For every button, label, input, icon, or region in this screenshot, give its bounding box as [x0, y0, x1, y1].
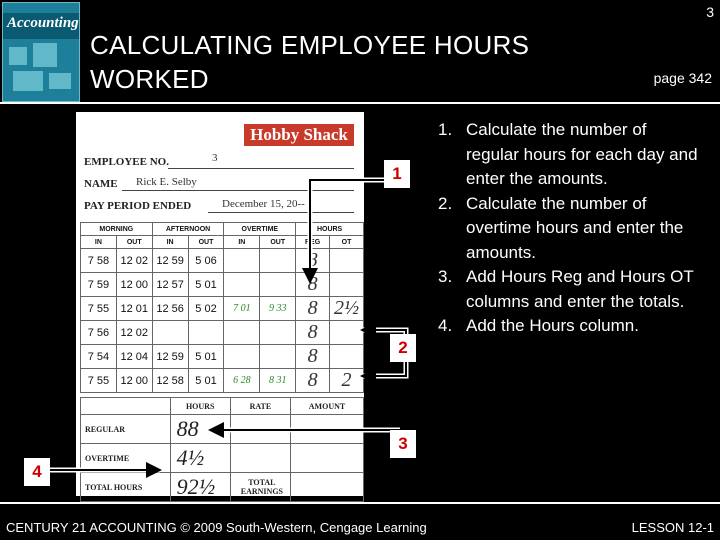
- time-cell-in1: 7 59: [81, 273, 117, 297]
- employee-no-label: EMPLOYEE NO.: [84, 156, 169, 168]
- time-cell-out3: 9 33: [260, 297, 296, 321]
- time-cell-reg: 8: [296, 297, 330, 321]
- period-value: December 15, 20--: [222, 198, 305, 210]
- time-cell-out2: 5 01: [188, 273, 224, 297]
- col-header: IN: [152, 236, 188, 249]
- time-cell-out1: 12 00: [116, 273, 152, 297]
- time-cell-in1: 7 55: [81, 297, 117, 321]
- time-cell-in1: 7 54: [81, 345, 117, 369]
- total-earnings-label: TOTAL EARNINGS: [230, 473, 290, 502]
- time-cell-out2: 5 01: [188, 369, 224, 393]
- time-cell-in3: 6 28: [224, 369, 260, 393]
- totals-amount-header: AMOUNT: [291, 398, 364, 415]
- time-cell-in2: 12 56: [152, 297, 188, 321]
- time-cell-in2: 12 59: [152, 249, 188, 273]
- time-cell-out2: 5 01: [188, 345, 224, 369]
- time-cell-reg: 8: [296, 345, 330, 369]
- time-cell-in2: 12 57: [152, 273, 188, 297]
- step-item: 2. Calculate the number of overtime hours and enter the amounts.: [438, 193, 684, 262]
- step-item: 4. Add the Hours column.: [438, 316, 639, 335]
- morning-header: MORNING: [81, 223, 153, 236]
- time-cell-reg: 8: [296, 249, 330, 273]
- col-header: IN: [81, 236, 117, 249]
- col-header: OUT: [188, 236, 224, 249]
- regular-hours-value: 88: [170, 415, 230, 444]
- callout-1-badge: 1: [384, 160, 410, 188]
- col-header: IN: [224, 236, 260, 249]
- time-cell-out2: 5 06: [188, 249, 224, 273]
- time-cell-ot: 2: [330, 369, 364, 393]
- afternoon-header: AFTERNOON: [152, 223, 224, 236]
- slide-title-line1: CALCULATING EMPLOYEE HOURS: [90, 30, 530, 60]
- slide-title-line2: WORKED: [90, 64, 209, 94]
- time-cell-reg: 8: [296, 369, 330, 393]
- time-cell-out3: 8 31: [260, 369, 296, 393]
- total-hours-label: TOTAL HOURS: [81, 473, 171, 502]
- callout-4-badge: 4: [24, 458, 50, 486]
- time-cell-out1: 12 00: [116, 369, 152, 393]
- book-title: Accounting: [7, 15, 79, 31]
- employee-no-value: 3: [212, 152, 218, 164]
- period-label: PAY PERIOD ENDED: [84, 200, 192, 212]
- time-cell-reg: 8: [296, 321, 330, 345]
- time-cell-in3: 7 01: [224, 297, 260, 321]
- time-cell-in2: 12 59: [152, 345, 188, 369]
- col-header: REG: [296, 236, 330, 249]
- time-cell-out2: 5 02: [188, 297, 224, 321]
- time-cell-out1: 12 04: [116, 345, 152, 369]
- overtime-hours-value: 4½: [170, 444, 230, 473]
- time-cell-out1: 12 02: [116, 249, 152, 273]
- callout-2-badge: 2: [390, 334, 416, 362]
- totals-rate-header: RATE: [230, 398, 290, 415]
- step-item: 3. Add Hours Reg and Hours OT columns and enter the totals.: [438, 267, 694, 311]
- total-hours-value: 92½: [170, 473, 230, 502]
- step-item: 1. Calculate the number of regular hours for each day and enter the amounts.: [438, 120, 698, 188]
- time-cell-out1: 12 02: [116, 321, 152, 345]
- slide-number: 3: [706, 4, 714, 20]
- instruction-steps: [432, 118, 702, 339]
- time-cell-out1: 12 01: [116, 297, 152, 321]
- hours-header: HOURS: [296, 223, 364, 236]
- overtime-label: OVERTIME: [81, 444, 171, 473]
- footer-copyright: CENTURY 21 ACCOUNTING © 2009 South-Western, Cengage Learning: [6, 520, 427, 535]
- name-label: NAME: [84, 178, 118, 190]
- col-header: OUT: [116, 236, 152, 249]
- time-cell-in1: 7 55: [81, 369, 117, 393]
- arrow-1: [310, 180, 396, 282]
- time-cell-ot: 2½: [330, 297, 364, 321]
- totals-hours-header: HOURS: [170, 398, 230, 415]
- regular-label: REGULAR: [81, 415, 171, 444]
- col-header: OT: [330, 236, 364, 249]
- time-cell-in2: 12 58: [152, 369, 188, 393]
- time-cell-in1: 7 56: [81, 321, 117, 345]
- time-cell-reg: 8: [296, 273, 330, 297]
- time-cell-in1: 7 58: [81, 249, 117, 273]
- footer-lesson: LESSON 12-1: [631, 520, 714, 535]
- callout-3-badge: 3: [390, 430, 416, 458]
- col-header: OUT: [260, 236, 296, 249]
- company-logo: Hobby Shack: [244, 124, 354, 146]
- employee-name-value: Rick E. Selby: [136, 176, 197, 188]
- overtime-header: OVERTIME: [224, 223, 296, 236]
- footer-divider: [0, 502, 720, 504]
- page-reference: page 342: [653, 70, 712, 86]
